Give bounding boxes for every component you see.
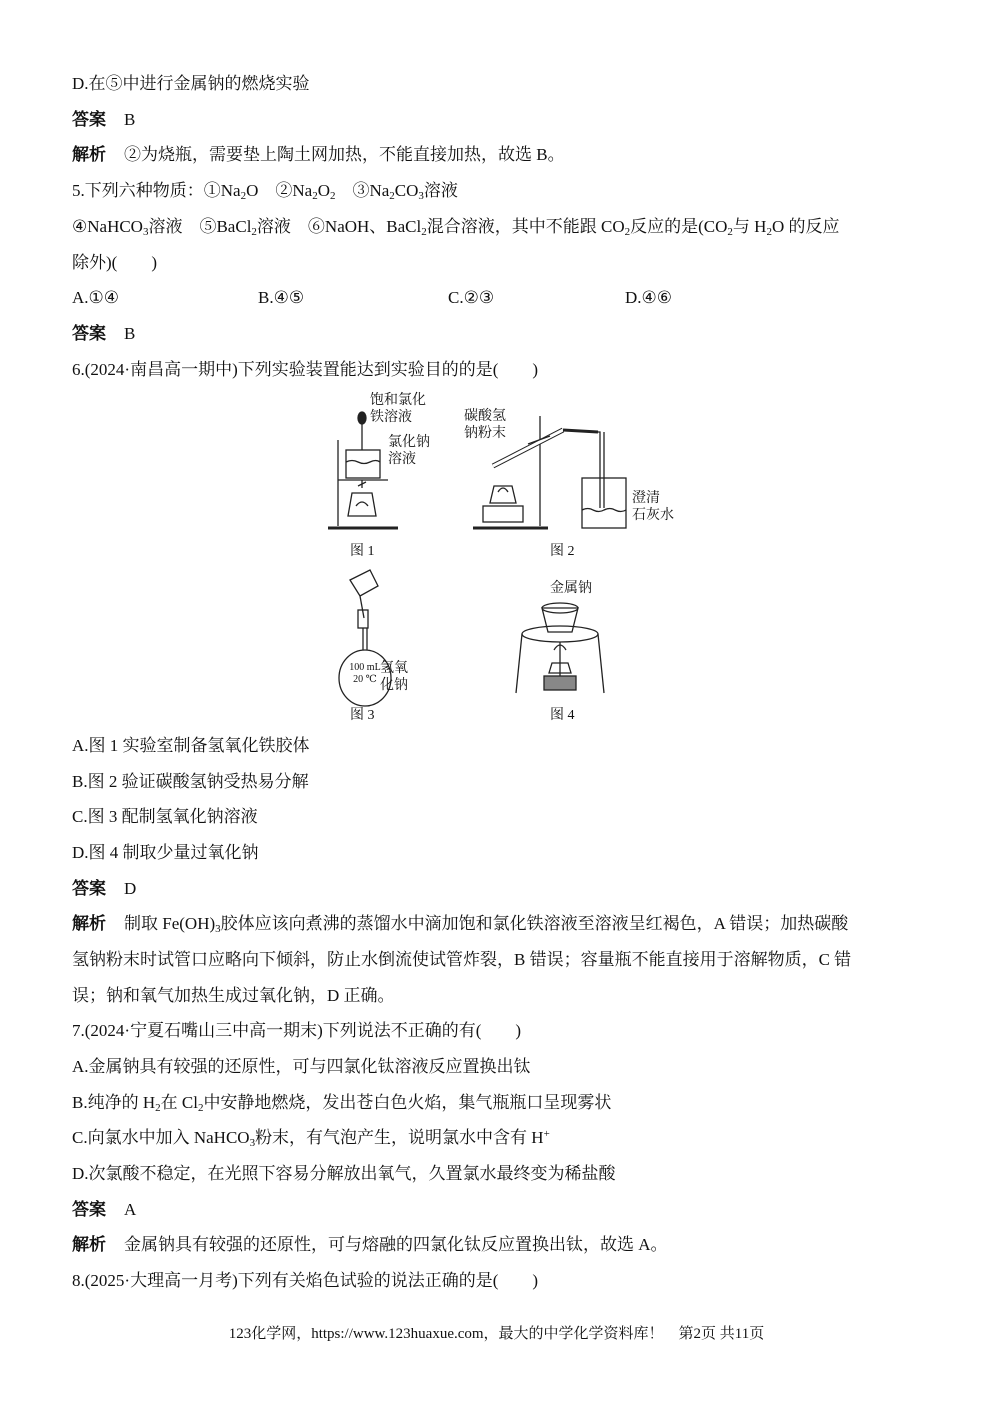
explanation-text: ②为烧瓶，需要垫上陶土网加热，不能直接加热，故选 B。 <box>124 145 565 164</box>
q4-explanation <box>72 143 565 167</box>
q5-option-c: C.②③ <box>448 288 495 307</box>
answer-value: B <box>124 110 136 129</box>
subscript: 3 <box>249 1137 256 1149</box>
subscript: 2 <box>251 226 257 238</box>
answer-label: 答案 <box>72 110 106 129</box>
q4-answer <box>72 108 135 132</box>
q5-stem <box>72 179 458 203</box>
q6-answer <box>72 877 136 901</box>
label-line: 碳酸氢 <box>464 409 506 424</box>
answer-label: 答案 <box>72 324 106 343</box>
subscript: 2 <box>727 226 733 238</box>
q7-option-c <box>72 1126 550 1150</box>
subscript: 2 <box>624 226 631 238</box>
label-line: 100 mL <box>349 662 381 673</box>
q5-text: 溶液 ⑥NaOH、BaCl <box>256 217 422 236</box>
q6-explanation-line2: 氢钠粉末时试管口应略向下倾斜，防止水倒流使试管炸裂，B 错误；容量瓶不能直接用于溶解物质，C 错 <box>72 950 852 969</box>
fig1-drawing <box>328 412 398 528</box>
q7-answer <box>72 1198 136 1222</box>
q5-stem-line2 <box>72 215 839 239</box>
q5-text: ④NaHCO <box>72 217 143 236</box>
fig4-drawing <box>516 603 604 693</box>
subscript: 3 <box>142 226 149 238</box>
label-line: 20 ℃ <box>353 674 377 685</box>
label-line: 澄清 <box>632 491 660 506</box>
fig1-caption: 图 1 <box>350 544 375 559</box>
q6-explanation-line3: 误；钠和氧气加热生成过氧化钠，D 正确。 <box>72 986 395 1005</box>
q6-option-a: A.图 1 实验室制备氢氧化铁胶体 <box>72 736 310 755</box>
explanation-text: 胶体应该向煮沸的蒸馏水中滴加饱和氯化铁溶液至溶液呈红褐色，A 错误；加热碳酸 <box>220 914 849 933</box>
q7-stem: 7.(2024·宁夏石嘴山三中高一期末)下列说法不正确的有( ) <box>72 1021 522 1040</box>
q5-option-d: D.④⑥ <box>625 288 673 307</box>
label-line: 饱和氯化 <box>370 393 426 408</box>
q5-text: 与 H <box>732 217 767 236</box>
label-line: 氢氧 <box>380 661 408 676</box>
fig2-label-right <box>632 490 674 524</box>
explanation-text: 金属钠具有较强的还原性，可与熔融的四氯化钛反应置换出钛，故选 A。 <box>124 1235 668 1254</box>
explanation-label: 解析 <box>72 145 106 164</box>
subscript: 2 <box>312 190 318 202</box>
q6-option-d: D.图 4 制取少量过氧化钠 <box>72 843 259 862</box>
label-line: 溶液 <box>388 452 416 467</box>
answer-label: 答案 <box>72 1200 106 1219</box>
label-line: 氯化钠 <box>388 435 430 450</box>
fig2-caption: 图 2 <box>550 544 575 559</box>
q5-options <box>72 286 922 310</box>
q5-stem-text: ③Na <box>335 181 390 200</box>
subscript: 3 <box>418 190 424 202</box>
option-text: C.向氯水中加入 NaHCO <box>72 1128 250 1147</box>
q5-text: 溶液 ⑤BaCl <box>148 217 252 236</box>
subscript: 2 <box>197 1102 204 1114</box>
q5-stem-text: 溶液 <box>423 181 458 200</box>
subscript: 2 <box>329 190 336 202</box>
page-footer: 123化学网，https://www.123huaxue.com，最大的中学化学资料库！ 第2页 共11页 <box>228 1326 765 1342</box>
q5-text: 反应的是(CO <box>630 217 728 236</box>
q5-text: O 的反应 <box>771 217 840 236</box>
subscript: 2 <box>389 190 395 202</box>
subscript: 2 <box>421 226 427 238</box>
q5-stem-line3: 除外)( ) <box>72 253 157 272</box>
q5-stem-text: 5.下列六种物质：①Na <box>72 181 241 200</box>
q6-option-c: C.图 3 配制氢氧化钠溶液 <box>72 807 258 826</box>
answer-value: D <box>124 879 137 898</box>
label-line: 铁溶液 <box>370 410 412 425</box>
q4-option-d: D.在⑤中进行金属钠的燃烧实验 <box>72 74 310 93</box>
label-line: 石灰水 <box>632 508 674 523</box>
q5-stem-text: O <box>317 181 330 200</box>
q8-stem: 8.(2025·大理高一月考)下列有关焰色试验的说法正确的是( ) <box>72 1271 539 1290</box>
explanation-label: 解析 <box>72 1235 106 1254</box>
superscript: + <box>543 1128 550 1140</box>
q7-option-a: A.金属钠具有较强的还原性，可与四氯化钛溶液反应置换出钛 <box>72 1057 531 1076</box>
option-text: 在 Cl <box>160 1093 198 1112</box>
answer-value: B <box>124 324 136 343</box>
q5-stem-text: CO <box>394 181 419 200</box>
option-text: B.纯净的 H <box>72 1093 156 1112</box>
q7-explanation <box>72 1233 668 1257</box>
answer-value: A <box>124 1200 137 1219</box>
explanation-text: 制取 Fe(OH) <box>124 914 216 933</box>
explanation-label: 解析 <box>72 914 106 933</box>
subscript: 2 <box>766 226 772 238</box>
fig2-label-top <box>464 408 506 442</box>
q5-text: 混合溶液，其中不能跟 CO <box>426 217 625 236</box>
q6-option-b: B.图 2 验证碳酸氢钠受热易分解 <box>72 772 309 791</box>
q6-explanation-line1 <box>72 912 848 936</box>
answer-label: 答案 <box>72 879 106 898</box>
subscript: 2 <box>155 1102 161 1114</box>
fig1-label-top <box>370 392 426 426</box>
fig4-caption: 图 4 <box>550 708 575 723</box>
fig3-label <box>380 660 408 694</box>
label-line: 化钠 <box>380 678 408 693</box>
option-text: 粉末，有气泡产生，说明氯水中含有 H <box>255 1128 544 1147</box>
label-line: 钠粉末 <box>464 426 506 441</box>
q7-option-b <box>72 1091 611 1115</box>
q5-answer <box>72 322 135 346</box>
option-text: 中安静地燃烧，发出苍白色火焰，集气瓶瓶口呈现雾状 <box>203 1093 612 1112</box>
subscript: 3 <box>215 923 221 935</box>
fig3-caption: 图 3 <box>350 708 375 723</box>
q6-stem: 6.(2024·南昌高一期中)下列实验装置能达到实验目的的是( ) <box>72 360 539 379</box>
fig1-label-mid <box>388 434 430 468</box>
q6-figures <box>318 388 674 728</box>
q7-option-d: D.次氯酸不稳定，在光照下容易分解放出氧气，久置氯水最终变为稀盐酸 <box>72 1164 616 1183</box>
q5-stem-text: O ②Na <box>246 181 313 200</box>
q5-option-a: A.①④ <box>72 288 120 307</box>
fig4-label: 金属钠 <box>550 581 592 596</box>
subscript: 2 <box>240 190 247 202</box>
q5-option-b: B.④⑤ <box>258 288 305 307</box>
